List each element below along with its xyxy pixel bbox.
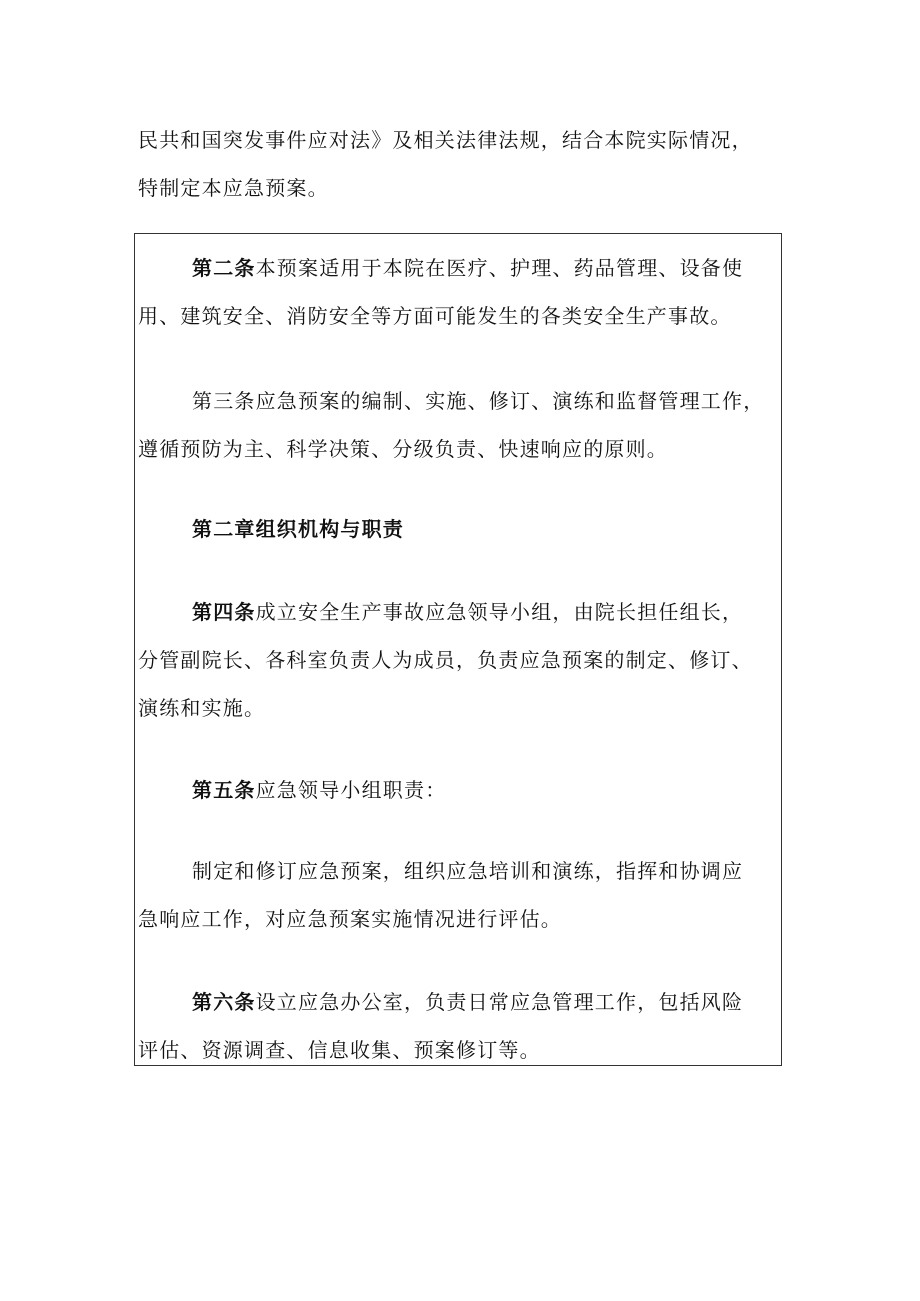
article-2-line-2: 用、建筑安全、消防安全等方面可能发生的各类安全生产事故。 <box>138 304 732 328</box>
article-5-detail <box>138 847 782 943</box>
chapter-2-title: 第二章组织机构与职责 <box>192 517 404 541</box>
article-6-line-2: 评估、资源调查、信息收集、预案修订等。 <box>138 1038 541 1062</box>
article-4-text: 成立安全生产事故应急领导小组，由院长担任组长， <box>255 600 744 624</box>
bordered-text-box <box>134 233 782 1066</box>
article-3-line-1: 第三条应急预案的编制、实施、修订、演练和监督管理工作， <box>192 389 765 413</box>
article-3-line-2: 遵循预防为主、科学决策、分级负责、快速响应的原则。 <box>138 437 668 461</box>
article-4 <box>138 588 782 732</box>
article-6-label: 第六条 <box>192 990 256 1014</box>
article-5-text: 应急领导小组职责： <box>255 778 447 802</box>
article-2-line-1 <box>138 244 782 292</box>
article-6-text: 设立应急办公室，负责日常应急管理工作，包括风险 <box>255 990 744 1014</box>
article-6 <box>138 978 782 1074</box>
article-4-line-2: 分管副院长、各科室负责人为成员，负责应急预案的制定、修订、 <box>138 648 753 672</box>
article-5 <box>138 766 782 814</box>
article-4-line-1 <box>138 588 782 636</box>
article-5-detail-line-1: 制定和修订应急预案，组织应急培训和演练，指挥和协调应 <box>192 859 744 883</box>
intro-line: 特制定本应急预案。 <box>138 176 329 200</box>
article-2-text: 本预案适用于本院在医疗、护理、药品管理、设备使 <box>255 256 744 280</box>
article-5-label: 第五条 <box>192 778 256 802</box>
article-2 <box>138 244 782 340</box>
article-4-label: 第四条 <box>192 600 256 624</box>
article-5-line-1 <box>138 766 782 814</box>
article-6-line-1 <box>138 978 782 1026</box>
intro-line: 民共和国突发事件应对法》及相关法律法规，结合本院实际情况， <box>138 128 753 152</box>
article-3 <box>138 377 782 473</box>
intro-paragraph <box>138 116 786 212</box>
article-4-line-3: 演练和实施。 <box>138 696 266 720</box>
article-5-detail-line-2: 急响应工作，对应急预案实施情况进行评估。 <box>138 907 562 931</box>
article-2-label: 第二条 <box>192 256 256 280</box>
chapter-2-heading <box>138 505 782 553</box>
